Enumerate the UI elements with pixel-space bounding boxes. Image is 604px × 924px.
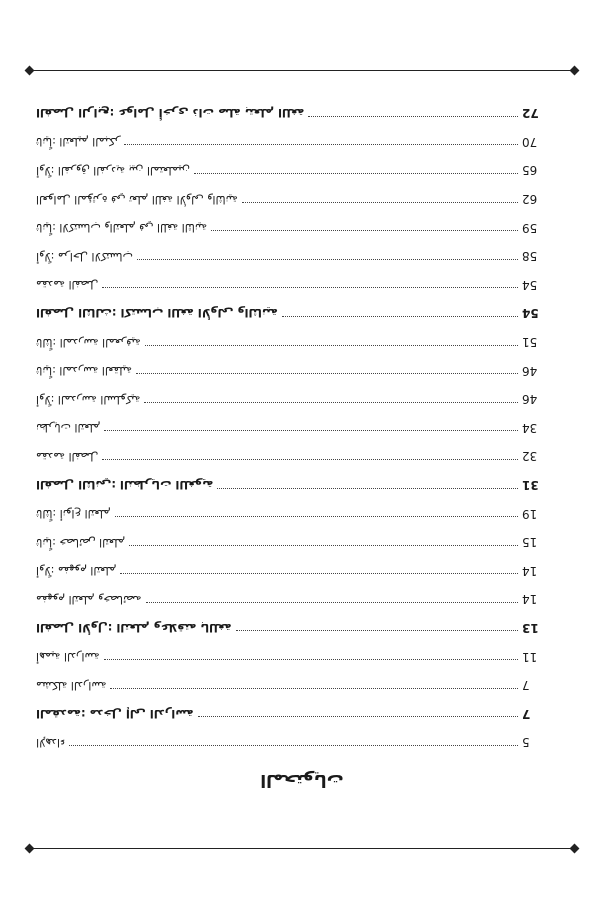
page-number: 11 [522,649,538,664]
page-number: 70 [522,134,538,149]
page-number: 72 [522,106,539,121]
toc-entry [36,671,544,700]
toc-entry [36,242,544,271]
entry-title: ثانياً: المدرسة العقلية [36,364,132,378]
toc-entry [36,471,544,500]
bottom-ornamental-rule [30,848,574,849]
toc-entry [36,271,544,300]
toc-entry [36,728,544,757]
page-number: 32 [522,449,538,464]
dot-leader [102,287,518,288]
page-number: 19 [522,506,538,521]
toc-entry [36,557,544,586]
page-number: 7 [522,678,530,693]
page-number: 59 [522,220,538,235]
dot-leader [217,488,518,489]
entry-title: أولاً: مراحل الاكتساب [36,249,133,263]
dot-leader [282,316,518,317]
dot-leader [194,173,518,174]
toc-entry [36,614,544,643]
dot-leader [198,716,518,717]
dot-leader [69,745,518,746]
entry-title: العوامل المؤثرة في تعلم اللغة الأولى والثانية [36,192,238,206]
toc-entry [36,213,544,242]
dot-leader [102,459,518,460]
toc-entry [36,356,544,385]
page-number: 13 [522,620,539,635]
page-number: 54 [522,306,539,321]
toc-entry [36,299,544,328]
toc-entry [36,128,544,157]
entry-title: أولاً: مفهوم التعلم [36,564,117,578]
entry-title: الفصل الثالث: اكتساب اللغة الأولى والثانية [36,306,278,321]
page-number: 58 [522,249,538,264]
page-number: 15 [522,535,538,550]
dot-leader [120,573,518,574]
toc-entry [36,699,544,728]
dot-leader [144,402,518,403]
page-number: 54 [522,277,538,292]
page-number: 5 [522,735,530,750]
top-ornamental-rule [30,70,574,71]
dot-leader [145,345,518,346]
dot-leader [137,259,518,260]
dot-leader [211,230,518,231]
entry-title: المقدمة: مدخل إلى الدراسة [36,706,194,721]
toc-entry [36,99,544,128]
toc-entry [36,185,544,214]
page-number: 46 [522,392,538,407]
page-number: 31 [522,478,539,493]
dot-leader [146,602,518,603]
entry-title: الفصل الثاني: النظريات اللغوية [36,478,214,493]
page-number: 51 [522,335,538,350]
dot-leader [104,659,518,660]
dot-leader [236,630,518,631]
entry-title: الفصل الرابع: عوامل أخرى ذات صلة بتعلم اللغة [36,106,305,121]
entry-title: الفصل الأول: التعلم وعلاقته باللغة [36,620,232,635]
dot-leader [110,688,518,689]
toc-entry [36,385,544,414]
entry-title: أولاً: المدرسة السلوكية [36,392,141,406]
entry-title: أولاً: الفروق الفردية بين المتعلمين [36,163,190,177]
toc-entry [36,528,544,557]
entry-title: مفهوم التعلم وخصائصه [36,592,142,606]
dot-leader [136,373,518,374]
table-of-contents [36,99,544,757]
page-number: 46 [522,363,538,378]
page-number: 7 [522,706,531,721]
dot-leader [104,430,518,431]
toc-entry [36,499,544,528]
page-heading: المحتويات [260,770,344,790]
entry-title: مقدمة الفصل [36,278,99,292]
page-number: 14 [522,592,538,607]
toc-entry [36,585,544,614]
page-number: 65 [522,163,538,178]
entry-title: ثانياً: التعليم المبكر [36,135,121,149]
dot-leader [115,516,518,517]
entry-title: أهمية الدراسة [36,650,100,664]
entry-title: الإهداء [36,735,66,749]
toc-entry [36,642,544,671]
dot-leader [124,144,518,145]
entry-title: نظريات التعلم [36,421,101,435]
dot-leader [242,202,518,203]
entry-title: مقدمة الفصل [36,449,99,463]
page-number: 62 [522,192,538,207]
toc-entry [36,414,544,443]
page-number: 14 [522,563,538,578]
page-number: 34 [522,420,538,435]
entry-title: ثانياً: الاكتساب والتعلم في اللغة الثانية [36,221,208,235]
toc-entry [36,328,544,357]
entry-title: مشكلة الدراسة [36,678,107,692]
entry-title: ثالثاً: المدرسة المعرفية [36,335,141,349]
dot-leader [308,116,518,117]
entry-title: ثانياً: خصائص التعلم [36,535,126,549]
entry-title: ثالثاً: أنواع التعلم [36,507,111,521]
dot-leader [129,545,518,546]
toc-entry [36,442,544,471]
toc-entry [36,156,544,185]
